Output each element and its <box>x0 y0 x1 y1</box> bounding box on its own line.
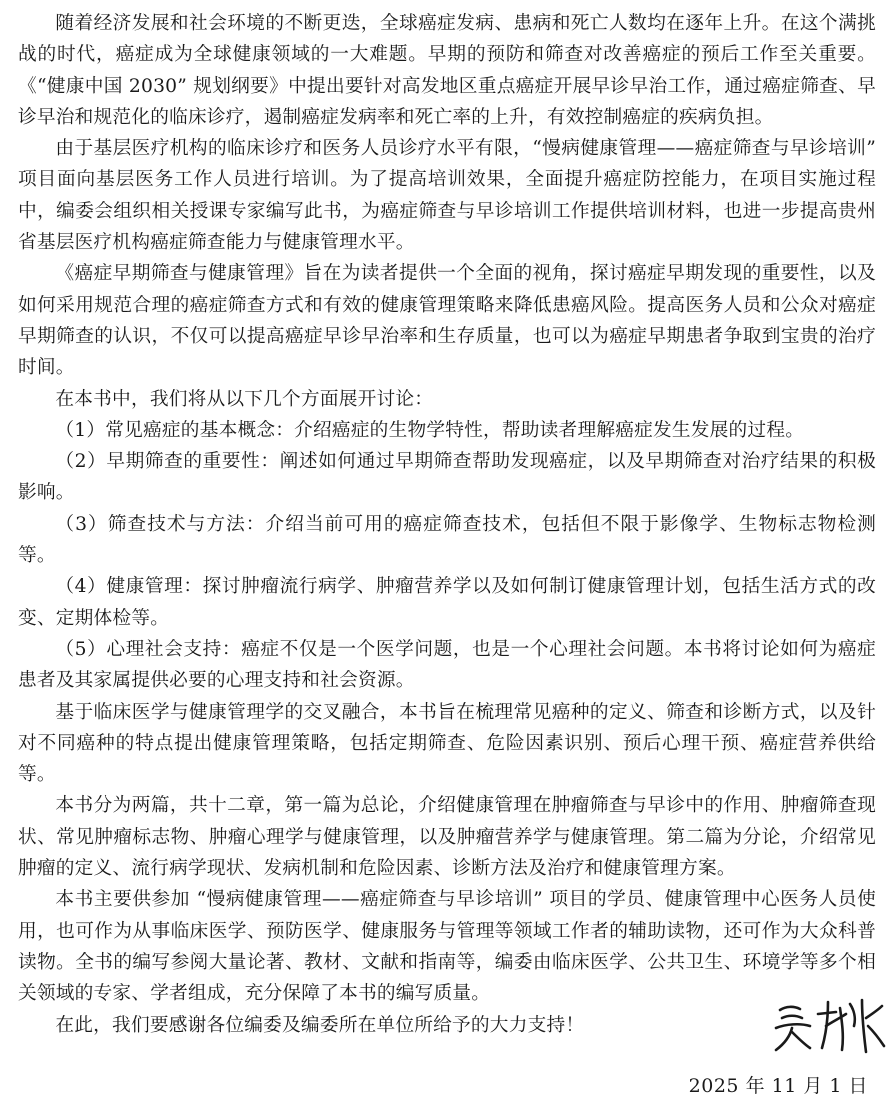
list-item-1: （1）常见癌症的基本概念：介绍癌症的生物学特性，帮助读者理解癌症发生发展的过程。 <box>55 419 805 441</box>
paragraph-1: 随着经济发展和社会环境的不断更迭，全球癌症发病、患病和死亡人数均在逐年上升。在这个满挑战的时代，癌症成为全球健康领域的一大难题。早期的预防和筛查对改善癌症的预后工作至关重要。《“健康中国 2030” 规划纲要》中提出要针对高发地区重点癌症开展早诊早治工作，通过癌症筛查、早诊早治和规范化的临床诊疗，遏制癌症发病率和死亡率的上升，有效控制癌症的疾病负担。 <box>18 13 876 128</box>
paragraph-13: 在此，我们要感谢各位编委及编委所在单位所给予的大力支持！ <box>55 1014 585 1036</box>
handwritten-signature <box>770 988 888 1058</box>
list-item-4: （4）健康管理：探讨肿瘤流行病学、肿瘤营养学以及如何制订健康管理计划，包括生活方式的改变、定期体检等。 <box>18 576 876 629</box>
paragraph-2: 由于基层医疗机构的临床诊疗和医务人员诊疗水平有限，“慢病健康管理——癌症筛查与早诊培训” 项目面向基层医务工作人员进行培训。为了提高培训效果，全面提升癌症防控能力，在项目实施过程中，编委会组织相关授课专家编写此书，为癌症筛查与早诊培训工作提供培训材料，也进一步提高贵州省基层医疗机构癌症筛查能力与健康管理水平。 <box>18 138 876 254</box>
preface-date: 2025 年 11 月 1 日 <box>688 1075 868 1097</box>
preface-body <box>18 8 876 1041</box>
list-item-2: （2）早期筛查的重要性：阐述如何通过早期筛查帮助发现癌症，以及早期筛查对治疗结果的积极影响。 <box>18 451 876 504</box>
paragraph-4: 在本书中，我们将从以下几个方面展开讨论： <box>55 388 434 410</box>
paragraph-12: 本书主要供参加 “慢病健康管理——癌症筛查与早诊培训” 项目的学员、健康管理中心医务人员使用，也可作为从事临床医学、预防医学、健康服务与管理等领域工作者的辅助读物，还可作为大众科普读物。全书的编写参阅大量论著、教材、文献和指南等，编委由临床医学、公共卫生、环境学等多个相关领域的专家、学者组成，充分保障了本书的编写质量。 <box>18 889 876 1005</box>
paragraph-10: 基于临床医学与健康管理学的交叉融合，本书旨在梳理常见癌种的定义、筛查和诊断方式，以及针对不同癌种的特点提出健康管理策略，包括定期筛查、危险因素识别、预后心理干预、癌症营养供给等。 <box>18 701 876 786</box>
paragraph-11: 本书分为两篇，共十二章，第一篇为总论，介绍健康管理在肿瘤筛查与早诊中的作用、肿瘤筛查现状、常见肿瘤标志物、肿瘤心理学与健康管理，以及肿瘤营养学与健康管理。第二篇为分论，介绍常见肿瘤的定义、流行病学现状、发病机制和危险因素、诊断方法及治疗和健康管理方案。 <box>18 795 876 880</box>
list-item-3: （3）筛查技术与方法：介绍当前可用的癌症筛查技术，包括但不限于影像学、生物标志物检测等。 <box>18 513 876 567</box>
paragraph-3: 《癌症早期筛查与健康管理》旨在为读者提供一个全面的视角，探讨癌症早期发现的重要性，以及如何采用规范合理的癌症筛查方式和有效的健康管理策略来降低患癌风险。提高医务人员和公众对癌症早期筛查的认识，不仅可以提高癌症早诊早治率和生存质量，也可以为癌症早期患者争取到宝贵的治疗时间。 <box>18 263 876 379</box>
list-item-5: （5）心理社会支持：癌症不仅是一个医学问题，也是一个心理社会问题。本书将讨论如何为癌症患者及其家属提供必要的心理支持和社会资源。 <box>18 638 876 692</box>
